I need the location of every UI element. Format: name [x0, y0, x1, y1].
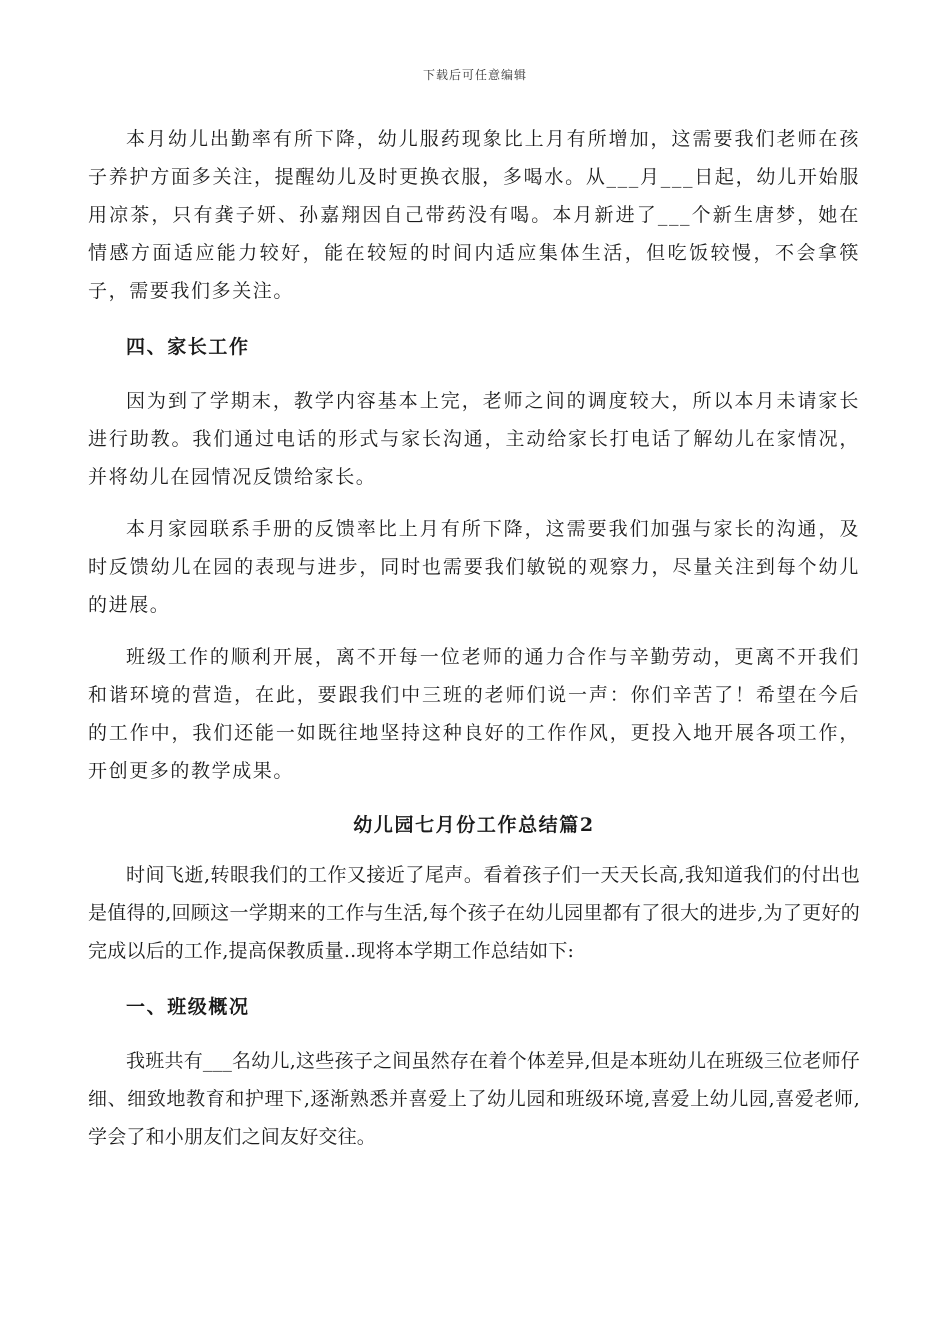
- paragraph-thanks: 班级工作的顺利开展，离不开每一位老师的通力合作与辛勤劳动，更离不开我们和谐环境的营造，在此，要跟我们中三班的老师们说一声：你们辛苦了！希望在今后的工作中，我们还能一如既往地坚持这种良好的工作作风，更投入地开展各项工作，开创更多的教学成果。: [88, 646, 860, 782]
- heading-class-overview: 一、班级概况: [126, 996, 250, 1018]
- heading-parent-work: 四、家长工作: [126, 336, 250, 358]
- section2-body: [88, 856, 860, 1156]
- paragraph-parent-communication: 因为到了学期末，教学内容基本上完，老师之间的调度较大，所以本月未请家长进行助教。我们通过电话的形式与家长沟通，主动给家长打电话了解幼儿在家情况，并将幼儿在园情况反馈给家长。: [88, 390, 860, 488]
- paragraph-class-overview: 我班共有___名幼儿,这些孩子之间虽然存在着个体差异,但是本班幼儿在班级三位老师仔细、细致地教育和护理下,逐渐熟悉并喜爱上了幼儿园和班级环境,喜爱上幼儿园,喜爱老师,学会了和小朋友们之间友好交往。: [88, 1050, 860, 1148]
- document-body: [88, 120, 860, 1156]
- paragraph-feedback-rate: 本月家园联系手册的反馈率比上月有所下降，这需要我们加强与家长的沟通，及时反馈幼儿在园的表现与进步，同时也需要我们敏锐的观察力，尽量关注到每个幼儿的进展。: [88, 518, 860, 616]
- header-note: 下载后可任意编辑: [422, 68, 527, 82]
- paragraph-intro: 时间飞逝,转眼我们的工作又接近了尾声。看着孩子们一天天长高,我知道我们的付出也是值得的,回顾这一学期来的工作与生活,每个孩子在幼儿园里都有了很大的进步,为了更好的完成以后的工作,提高保教质量..现将本学期工作总结如下:: [88, 864, 860, 962]
- paragraph-attendance: 本月幼儿出勤率有所下降，幼儿服药现象比上月有所增加，这需要我们老师在孩子养护方面多关注，提醒幼儿及时更换衣服，多喝水。从___月___日起，幼儿开始服用凉茶，只有龚子妍、孙嘉翔因自己带药没有喝。本月新进了___个新生唐梦，她在情感方面适应能力较好，能在较短的时间内适应集体生活，但吃饭较慢，不会拿筷子，需要我们多关注。: [88, 128, 860, 302]
- article-title: 幼儿园七月份工作总结篇2: [353, 814, 595, 836]
